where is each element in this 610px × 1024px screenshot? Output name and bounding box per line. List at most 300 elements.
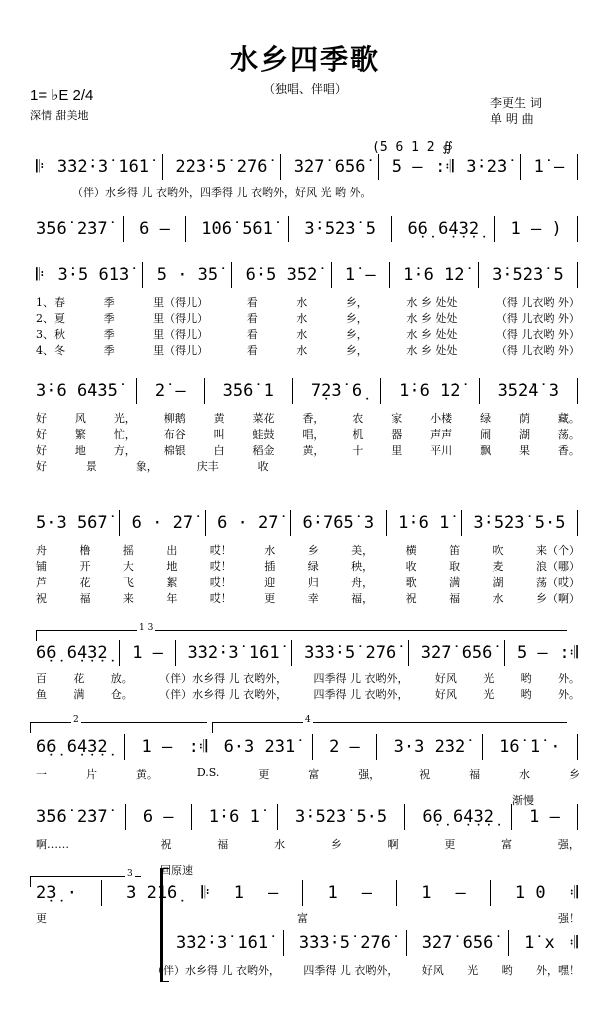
lyric-word: 荡（哎） (535, 576, 580, 589)
note-group: 1 (233, 883, 244, 903)
note-group: 1̇·6 1̇ (398, 513, 450, 533)
note-group: 6̣6̣ 6̣4̣3̣2̣ (407, 219, 480, 239)
lyric-word: 庆丰 (196, 460, 219, 473)
lyric-line (72, 184, 550, 200)
barline (461, 510, 462, 536)
lyric-word: 橹 (79, 544, 91, 557)
note-group: 6·3 2̇3̇1̇ (223, 737, 296, 757)
lyric-word: （得 儿衣哟 外） (495, 312, 580, 325)
repeat-sign: 𝄆 (36, 157, 45, 177)
lyric-word: 平川 (430, 444, 453, 457)
lyric-word: 出 (166, 544, 178, 557)
lyric-word: 3、秋 (36, 328, 65, 341)
repeat-sign: 𝄆 (201, 883, 210, 903)
lyric-word: （得 儿衣哟 外） (495, 344, 580, 357)
note-group: 6 · 2̇7̇ (217, 513, 279, 533)
lyric-word: 收 (257, 460, 269, 473)
lyric-word: 水 (296, 328, 308, 341)
lyric-word: 黄。 (135, 768, 158, 781)
lyric-word: 大 (122, 560, 134, 573)
lyric-word: 乡， (345, 328, 368, 341)
lyric-word: 光 (483, 688, 495, 701)
barline (577, 262, 578, 288)
lyric-word: 稻金 (252, 444, 275, 457)
lyric-word: 富 (308, 768, 320, 781)
note-group: 6̣6̣ 6̣4̣3̣2̣ (36, 737, 108, 757)
lyric-word: 里（得儿） (153, 328, 209, 341)
barline (136, 378, 137, 404)
note-group: 1̇0̇6̇ 5̇6̇1̇ (201, 219, 273, 239)
lyric-word: 富 (501, 838, 513, 851)
lyric-word: 光 (483, 672, 495, 685)
lyric-word: 里（得儿） (153, 344, 209, 357)
lyric-word: 哟 (501, 964, 513, 977)
barline (123, 216, 124, 242)
repeat-sign: 𝄇 (569, 883, 578, 903)
lyric-word: 哎！ (209, 544, 232, 557)
barline (577, 804, 578, 830)
lyric-word: 景 (85, 460, 97, 473)
lyric-word: 摇 (122, 544, 134, 557)
barline (125, 804, 126, 830)
lyric-word: 啊 (387, 838, 399, 851)
lyric-word: 蛙鼓 (252, 428, 275, 441)
note-group: 1 (421, 883, 432, 903)
lyric-word: 藏。 (557, 412, 580, 425)
lyric-word: 柳鹅 (163, 412, 186, 425)
lyric-word: 水 乡 处处 (406, 328, 458, 341)
lyric-word: 芦 (36, 576, 47, 589)
lyric-word: 花 (73, 672, 85, 685)
lyric-line (36, 686, 580, 702)
note-group: 1̇ – (344, 265, 376, 285)
lyric-word: 更 (258, 768, 270, 781)
lyric-word: 放。 (110, 672, 133, 685)
lyric-word: 里（得儿） (153, 296, 209, 309)
lyric-word: 花 (79, 576, 91, 589)
system-2 (0, 212, 610, 246)
lyric-line (36, 458, 580, 474)
barline (396, 880, 397, 906)
barline (302, 880, 303, 906)
lyric-word: 看 (246, 296, 258, 309)
note-group: 6̣6̣ 6̣4̣3̣2̣ (36, 643, 108, 663)
lyric-word: 声声 (430, 428, 453, 441)
lyric-word: 繁 (74, 428, 86, 441)
note-group: – (268, 883, 279, 903)
note-group: 3̇5̇6̇ 2̇3̇7̇ (36, 219, 108, 239)
lyric-word: 季 (103, 344, 115, 357)
lyric-word: 湖 (492, 576, 504, 589)
lyric-word: 水 (264, 544, 276, 557)
lyric-word: 絮 (166, 576, 178, 589)
system-8 (0, 800, 610, 834)
note-group: 5·3 5̇6̇7̇ (36, 513, 108, 533)
lyric-word: 秧， (351, 560, 374, 573)
barline (175, 640, 176, 666)
system-3 (0, 258, 610, 292)
note-group: 3̇3̇3̇·5̇ 2̇7̇6̇ (304, 643, 397, 663)
lyric-line (36, 766, 580, 782)
note-group: 6 – (142, 807, 174, 827)
lyric-word: 地 (166, 560, 178, 573)
barline (288, 216, 289, 242)
lyric-word: 看 (246, 344, 258, 357)
barline (478, 262, 479, 288)
lyric-word: 来 (122, 592, 134, 605)
lyric-word: 水 (296, 344, 308, 357)
lyric-word: 祝 (405, 592, 417, 605)
lyric-word: 百 (36, 672, 47, 685)
system-6 (0, 636, 610, 670)
lyric-word: 农 (352, 412, 364, 425)
lyric-word: 铺 (36, 560, 47, 573)
lyric-word: 棉银 (163, 444, 186, 457)
lyric-word: 唱， (302, 428, 325, 441)
barline (482, 734, 483, 760)
barline (508, 930, 509, 956)
barline (386, 510, 387, 536)
lyric-word: 叫 (213, 428, 225, 441)
lyric-word: 好 (36, 412, 47, 425)
lyric-word: 片 (85, 768, 97, 781)
lyric-word: 黄， (302, 444, 325, 457)
lyric-line (36, 326, 580, 342)
lyric-word: 更 (264, 592, 276, 605)
lyric-word: 福 (79, 592, 91, 605)
note-group: 3̇5̇2̇4̇ 3 (497, 381, 559, 401)
barline (504, 640, 505, 666)
note-group: 3̇·5̇2̇3̇ 5 (492, 265, 564, 285)
barline (124, 734, 125, 760)
lyric-word: 荡。 (557, 428, 580, 441)
lyric-word: 香。 (557, 444, 580, 457)
lyric-word: 福 (469, 768, 481, 781)
barline (119, 640, 120, 666)
barline (331, 262, 332, 288)
barline (577, 154, 578, 180)
lyric-word: D.S. (196, 766, 220, 779)
system-4 (0, 374, 610, 408)
lyric-word: 插 (264, 560, 276, 573)
barline (291, 640, 292, 666)
lyric-word: 光， (113, 412, 136, 425)
lyric-word: 祝 (419, 768, 431, 781)
lyric-word: 器 (391, 428, 403, 441)
lyric-word: 舟 (36, 544, 47, 557)
volta-2: 2 (30, 722, 207, 733)
song-title: 水乡四季歌 (229, 43, 380, 76)
lyric-word: 外。 (558, 688, 580, 701)
lyric-word: 水 乡 处处 (406, 312, 458, 325)
barline (391, 216, 392, 242)
lyric-word: 湖 (518, 428, 530, 441)
note-group: 6̇·5 3̇5̇2̇ (245, 265, 318, 285)
key-signature: 1= ♭E 2/4 (30, 87, 94, 104)
lyric-word: （得 儿衣哟 外） (495, 328, 580, 341)
lyric-word: 归 (307, 576, 319, 589)
barline (511, 804, 512, 830)
note-group: 3̇2̇7̇ 6̇5̇6̇ (421, 933, 494, 953)
lyric-word: 强！ (558, 912, 580, 925)
barline (408, 640, 409, 666)
lyric-word: 笛 (449, 544, 461, 557)
system-9 (0, 876, 610, 910)
barline (494, 216, 495, 242)
lyric-word: 绿 (307, 560, 319, 573)
repeat-sign: :𝄇 (559, 643, 578, 663)
lyric-word: 乡（啊） (535, 592, 580, 605)
note-group: 1 – (141, 737, 173, 757)
lyric-word: 福 (217, 838, 229, 851)
lyric-line (36, 574, 580, 590)
lyric-word: 好风 (434, 688, 457, 701)
a-tempo-marking: 回原速 (160, 864, 193, 877)
lyric-word: 飘 (480, 444, 492, 457)
lyric-word: 好风 (421, 964, 444, 977)
barline (479, 378, 480, 404)
lyric-line (36, 558, 580, 574)
lyric-word: 季 (103, 328, 115, 341)
note-group: 5 · 3̇5̇ (156, 265, 219, 285)
lyric-word: 1、春 (36, 296, 65, 309)
lyric-word: 更 (36, 912, 47, 925)
lyric-word: 迎 (264, 576, 276, 589)
note-group: 1 – (132, 643, 163, 663)
barline (577, 216, 578, 242)
lyric-word: 舟， (351, 576, 374, 589)
lyric-line (36, 590, 580, 606)
note-group: 3̇·5̇2̇3̇ 5 (304, 219, 376, 239)
repeat-sign: :𝄇 (435, 157, 454, 177)
note-group: 1̇·6 1̇2̇ (403, 265, 465, 285)
lyric-word: 外，嘿！ (535, 964, 580, 977)
barline (406, 930, 407, 956)
lyric-word: 2、夏 (36, 312, 65, 325)
lyric-word: 小楼 (430, 412, 453, 425)
note-group: 2̇ – (154, 381, 186, 401)
barline (162, 154, 163, 180)
barline (577, 378, 578, 404)
lyric-word: 仓。 (110, 688, 133, 701)
barline (404, 804, 405, 830)
note-group: 3̇2̇7̇ 6̇5̇6̇ (420, 643, 493, 663)
barline (378, 154, 379, 180)
note-group: 5 – (391, 157, 423, 177)
lyric-word: 水 (296, 296, 308, 309)
repeat-sign: 𝄇 (569, 933, 578, 953)
lyric-word: （伴）水乡得 儿 衣哟外， (159, 688, 288, 701)
note-group: 1̇·6 1̇2̇ (399, 381, 461, 401)
lyric-word: 四季得 儿 衣哟外， (313, 688, 409, 701)
barline (191, 804, 192, 830)
lyric-word: 忙， (113, 428, 136, 441)
note-group: 3̇·6 6̇4̇3̇5̇ (36, 381, 118, 401)
lyric-word: 菜花 (252, 412, 275, 425)
repeat-sign: :𝄇 (188, 737, 208, 757)
note-group: 3̇3̇3̇·5̇ 2̇7̇6̇ (298, 933, 391, 953)
note-group: 6̣6̣ 6̣4̣3̣2̣ (422, 807, 494, 827)
barline (119, 510, 120, 536)
lyric-word: 福 (449, 592, 461, 605)
lyric-word: 乡， (345, 296, 368, 309)
barline (142, 262, 143, 288)
lyric-word: 歌 (405, 576, 417, 589)
lyric-line (36, 836, 580, 852)
note-group: 1̇ x (524, 933, 555, 953)
lyric-line (36, 426, 580, 442)
lyric-line (36, 542, 580, 558)
lyric-line (36, 910, 580, 926)
barline (277, 804, 278, 830)
lyric-word: 荫 (518, 412, 530, 425)
barline (205, 510, 206, 536)
lyric-word: 哎！ (209, 576, 232, 589)
lyric-word: 黄 (213, 412, 225, 425)
system-1 (0, 150, 610, 184)
lyric-word: 哎！ (209, 560, 232, 573)
lyric-word: 水 乡 处处 (406, 344, 458, 357)
lyric-word: （得 儿衣哟 外） (495, 296, 580, 309)
note-group: 1 0 (514, 883, 546, 903)
lyric-word: 麦 (492, 560, 504, 573)
note-group: 3̇·2̇3̇ (466, 157, 508, 177)
barline (231, 262, 232, 288)
ritardando-marking: 渐慢 (512, 794, 534, 807)
lyric-word: 满 (73, 688, 85, 701)
lyric-word: 哎！ (209, 592, 232, 605)
barline (292, 378, 293, 404)
lyric-line (36, 294, 580, 310)
lyric-word: 开 (79, 560, 91, 573)
volta-13: 1 3 (36, 630, 567, 641)
lyric-word: 啊…… (36, 838, 69, 851)
pickup-notes: (5 6 1 2 ∯ (372, 140, 453, 155)
lyric-word: 来（个） (535, 544, 580, 557)
note-group: 1̇6̇ 1̇ · (499, 737, 561, 757)
barline (204, 378, 205, 404)
lyric-word: 祝 (160, 838, 172, 851)
lyric-word: 横 (405, 544, 417, 557)
system-7 (0, 730, 610, 764)
lyricist-credit: 李更生 词 (490, 96, 542, 110)
lyric-line (36, 310, 580, 326)
lyric-word: 富 (297, 912, 308, 925)
note-group: 2 – (329, 737, 360, 757)
lyric-word: 乡 (568, 768, 580, 781)
barline (380, 378, 381, 404)
lyric-word: 看 (246, 328, 258, 341)
lyric-word: 吹 (492, 544, 504, 557)
note-group: 5 – (516, 643, 548, 663)
lyric-word: 外。 (558, 672, 580, 685)
lyric-word: 祝 (36, 592, 47, 605)
note-group: 1 – (529, 807, 560, 827)
lyric-word: 好 (36, 444, 47, 457)
lyric-word: 方， (113, 444, 136, 457)
lyric-word: 布谷 (163, 428, 186, 441)
lyric-line (36, 670, 580, 686)
system-5 (0, 506, 610, 540)
note-group: 3̇·5̇2̇3̇ 5·5 (473, 513, 566, 533)
lyric-word: 鱼 (36, 688, 47, 701)
barline (312, 734, 313, 760)
lyric-word: 乡 (330, 838, 342, 851)
lyric-word: 哟 (520, 672, 532, 685)
lyric-line (36, 342, 580, 358)
system-10 (0, 926, 610, 960)
lyric-word: 一 (36, 768, 47, 781)
lyric-word: 象， (135, 460, 158, 473)
lyric-word: 飞 (122, 576, 134, 589)
lyric-word: 4、冬 (36, 344, 65, 357)
note-group: 3̇2̇7̇ 6̇5̇6̇ (293, 157, 366, 177)
note-group: – (361, 883, 373, 903)
lyric-word: 好风 (434, 672, 457, 685)
lyric-word: 地 (74, 444, 86, 457)
barline (577, 734, 578, 760)
lyric-word: 季 (103, 312, 115, 325)
lyric-word: 福， (351, 592, 374, 605)
note-group: 1̇·6 1̇ (208, 807, 260, 827)
note-group: 6 · 2̇7̇ (131, 513, 194, 533)
lyric-word: 好 (36, 460, 47, 473)
note-group: 3̇3̇2̇·3̇ 1̇6̇1̇ (56, 157, 150, 177)
lyric-word: 好 (36, 428, 47, 441)
lyric-word: （伴）水乡得 儿 衣哟外，四季得 儿 衣哟外，好风 光 哟 外。 (72, 186, 372, 199)
lyric-word: 季 (103, 296, 115, 309)
lyric-word: 里 (391, 444, 403, 457)
lyric-word: 浪（哪） (535, 560, 580, 573)
lyric-line (36, 442, 580, 458)
lyric-word: 水 (519, 768, 531, 781)
lyric-word: 十 (352, 444, 364, 457)
lyric-word: 香， (302, 412, 325, 425)
barline (101, 880, 102, 906)
barline (490, 880, 491, 906)
lyric-word: 取 (449, 560, 461, 573)
note-group: 3·3 2̇3̇2̇ (393, 737, 466, 757)
note-group: 3̇5̇6̇ 2̇3̇7̇ (36, 807, 108, 827)
barline (520, 154, 521, 180)
note-group: 6̇·7̇6̇5̇ 3 (302, 513, 375, 533)
note-group: 3̇·5̇2̇3̇ 5·5 (295, 807, 388, 827)
lyric-word: 乡 (307, 544, 319, 557)
note-group: 6 – (139, 219, 170, 239)
lyric-word: 果 (518, 444, 530, 457)
lyric-word: 风 (74, 412, 86, 425)
lyric-line (152, 962, 580, 978)
note-group: 7̣2̇3̇ 6̣ (310, 381, 363, 401)
composer-credit: 单 明 曲 (490, 112, 534, 126)
lyric-word: 幸 (307, 592, 319, 605)
lyric-word: 机 (352, 428, 364, 441)
lyric-word: 闹 (480, 428, 492, 441)
note-group: – (455, 883, 466, 903)
note-group: 3̇5̇6̇ 1 (222, 381, 274, 401)
repeat-sign: 𝄆 (36, 265, 45, 285)
lyric-word: 四季得 儿 衣哟外， (303, 964, 399, 977)
note-group: 2̇2̇3̇·5̇ 2̇7̇6̇ (175, 157, 268, 177)
note-group: 1 (327, 883, 338, 903)
barline (283, 930, 284, 956)
barline (185, 216, 186, 242)
lyric-word: 收 (405, 560, 417, 573)
tempo-marking: 深情 甜美地 (30, 109, 89, 122)
lyric-word: 四季得 儿 衣哟外， (313, 672, 409, 685)
lyric-word: 水 (296, 312, 308, 325)
lyric-word: 哟 (520, 688, 532, 701)
